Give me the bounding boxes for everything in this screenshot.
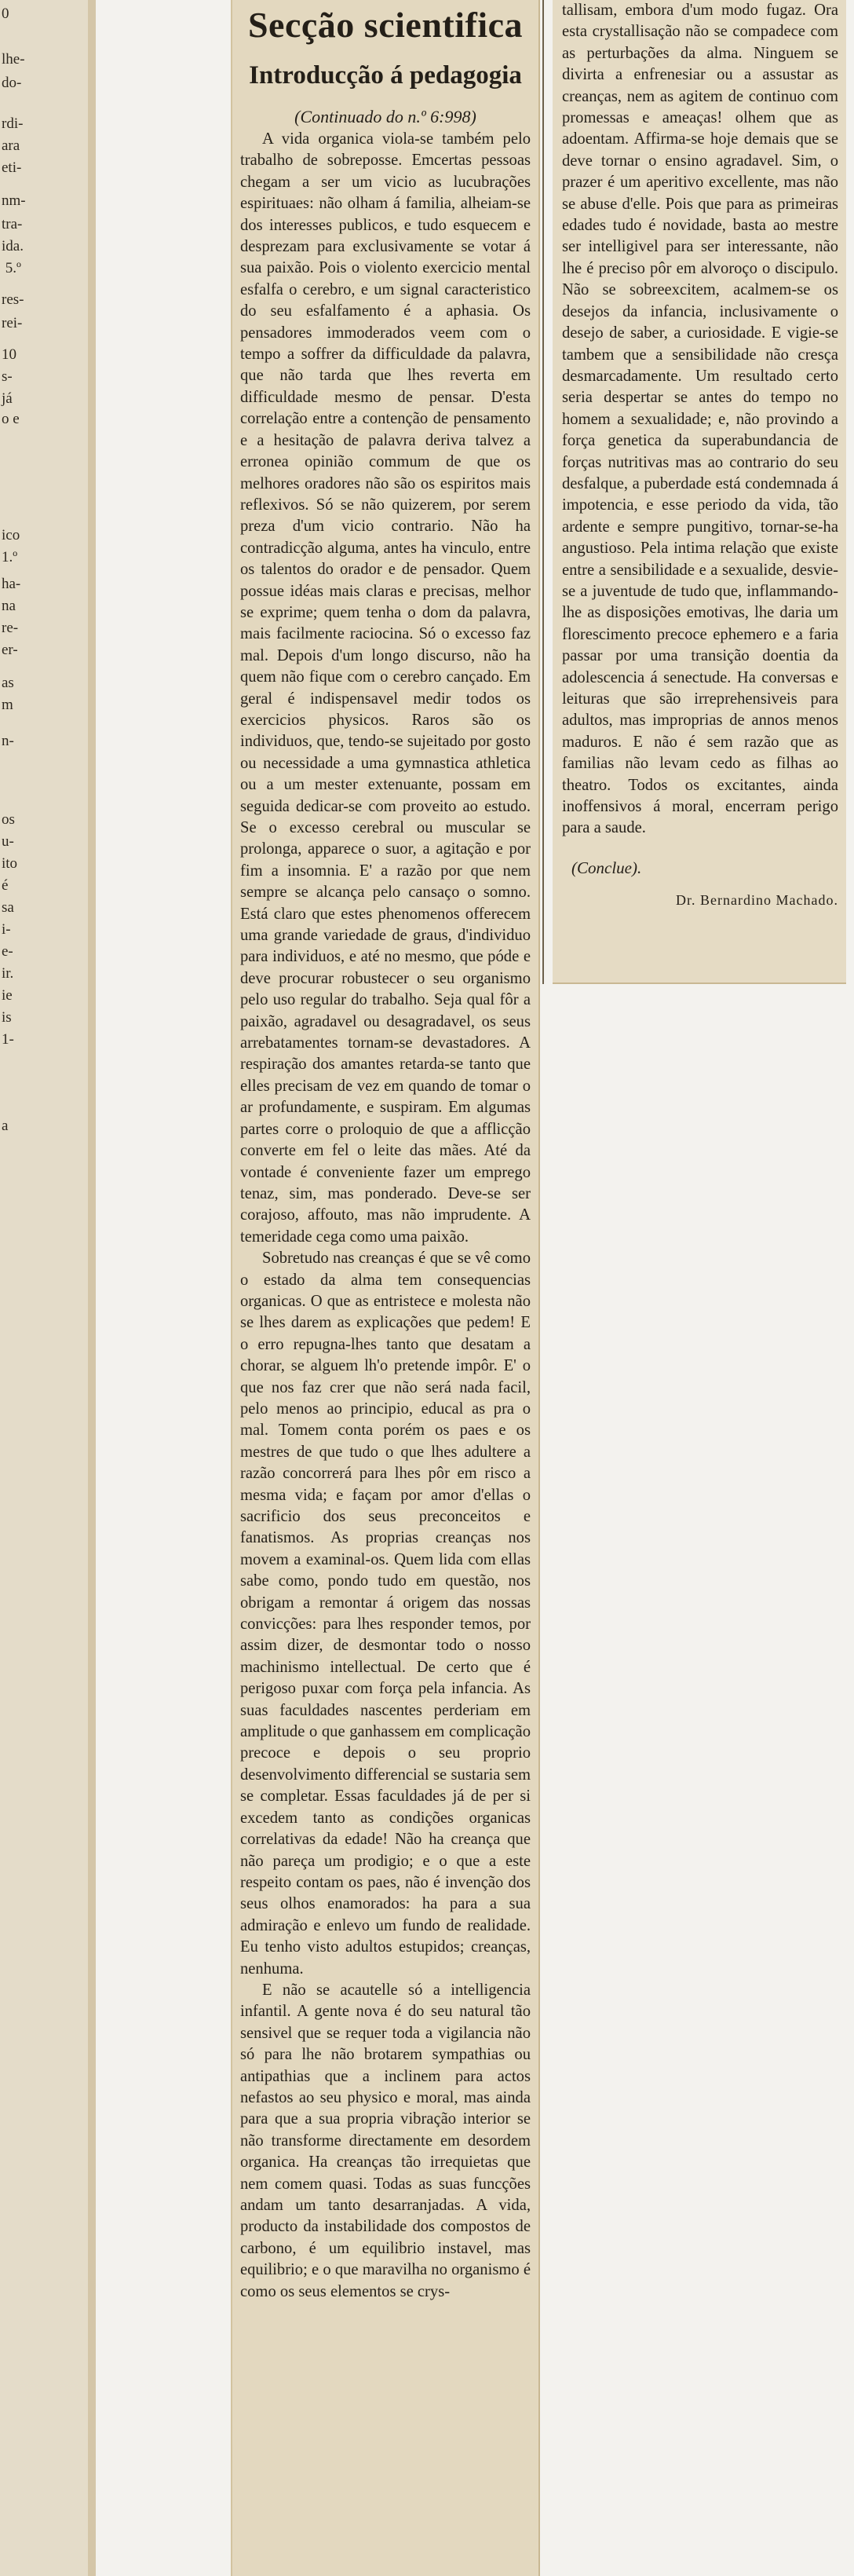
- fragment-text: ara: [2, 137, 20, 154]
- fragment-text: s-: [2, 368, 13, 385]
- fragment-text: 1.º: [2, 549, 18, 565]
- fragment-text: 0: [2, 5, 9, 22]
- fragment-text: é: [2, 877, 9, 894]
- section-title: Secção scientifica: [247, 5, 524, 45]
- fragment-text: n-: [2, 733, 14, 749]
- paragraph: Sobretudo nas creanças é que se vê como o estado da alma tem consequencias organicas. O que as entristece e molesta não se lhes darem as explicações que pedem! E o erro repugna-lhes tanto que desatam a chorar, se alguem lh'o pretende impôr. E' o que nos faz crer que não será nada facil, pelo menos ao principio, educal as pra o mal. Tomem conta porém os paes e os mestres de que tudo o que lhes adultere a razão concorrerá para lhes pôr em risco a mesma vida; e façam por amor d'ellas o sacrificio dos seus preconceitos e fanatismos. As proprias creanças nos movem a examinal-os. Quem lida com ellas sabe como, pondo tudo em questão, nos obrigam a remontar á origem das nossas convicções: para lhes responder temos, por assim dizer, de desmontar todo o nosso machinismo intellectual. De certo que é perigoso puxar com força pela infancia. As suas faculdades nascentes perderiam em amplitude o que ganhassem em complicação precoce e depois o seu proprio desenvolvimento differencial se sustaria sem se completar. Essas faculdades já de per si excedem tanto as condições organicas correlativas da edade! Não ha creança que não pareça um prodigio; e o que a este respeito contam os paes, não é invenção dos seus olhos enamorados: ha para a sua admiração e enlevo um fundo de realidade. Eu tenho visto adultos estupidos; creanças, nenhuma.: [240, 1250, 531, 1978]
- fragment-text: ida.: [2, 238, 24, 254]
- fragment-text: sa: [2, 899, 14, 916]
- continued-note: (Continuado do n.º 6:998): [294, 107, 476, 126]
- fragment-text: 5.º: [2, 260, 21, 276]
- fragment-text: 1-: [2, 1031, 14, 1048]
- fragment-text: tra-: [2, 216, 23, 232]
- fragment-text: ie: [2, 987, 13, 1004]
- fragment-text: ico: [2, 527, 20, 543]
- fragment-text: lhe-: [2, 51, 25, 68]
- column-rule: [542, 0, 544, 984]
- fragment-text: rei-: [2, 315, 23, 331]
- fragment-text: ir.: [2, 965, 14, 982]
- fragment-text: o e: [2, 411, 20, 427]
- fragment-text: ha-: [2, 576, 21, 592]
- column-gutter: [88, 0, 96, 2576]
- fragment-text: nm-: [2, 192, 26, 209]
- fragment-text: rdi-: [2, 115, 24, 132]
- fragment-text: is: [2, 1009, 12, 1026]
- fragment-text: i-: [2, 921, 11, 938]
- article-title: Introducção á pedagogia: [249, 61, 522, 90]
- fragment-text: a: [2, 1118, 9, 1134]
- fragment-text: m: [2, 697, 13, 713]
- fragment-text: 10: [2, 346, 16, 363]
- fragment-text: u-: [2, 833, 14, 850]
- author-signature: Dr. Bernardino Machado.: [676, 891, 838, 908]
- paragraph: E não se acautelle só a intelligencia infantil. A gente nova é do seu natural tão sensivel que se requer toda a vigilancia não só para lhe não brotarem sympathias ou antipathias que a inclinem para actos nefastos ao seu physico e moral, mas ainda para que a sua propria vibração interior se não transforme directamente em desordem organica. Ha creanças tão irrequietas que nem comem quasi. Todas as suas funcções andam um tanto desarranjadas. A vida, producto da instabilidade dos compostos de carbono, é um equilibrio instavel, mas equilibrio; e o que maravilha no organismo é como os seus elementos se crys-: [240, 1981, 531, 2300]
- adjacent-column-fragment: [0, 0, 88, 2576]
- fragment-text: res-: [2, 291, 24, 308]
- fragment-text: er-: [2, 642, 18, 658]
- article-right-column: [562, 0, 838, 910]
- article-left-column: [240, 0, 531, 2303]
- fragment-text: já: [2, 390, 13, 407]
- fragment-text: as: [2, 675, 14, 691]
- fragment-text: na: [2, 598, 16, 614]
- fragment-text: e-: [2, 943, 13, 960]
- fragment-text: os: [2, 811, 15, 828]
- fragment-text: eti-: [2, 159, 22, 176]
- fragment-text: re-: [2, 620, 19, 636]
- paragraph: tallisam, embora d'um modo fugaz. Ora esta crystallisação não se compadece com as perturbações da alma. Ninguem se divirta a enfrenesiar ou a assustar as creanças, nem as agitem de continuo com promessas e ameaças! olhem que as adoentam. Affirma-se hoje demais que se deve tornar o ensino agradavel. Sim, o prazer é um aperitivo excellente, mas não se abuse d'elle. Pois que para as primeiras edades tudo é novidade, basta ao mestre ser intelligivel para ser interessante, não lhe é preciso pôr em alvoroço o discipulo. Não se sobreexcitem, acalmem-se os desejos da infancia, inclusivamente o desejo de saber, a curiosidade. E vigie-se tambem que a sensibilidade não cresça desmarcadamente. Um resultado certo seria despertar se antes do tempo no homem a sexualidade; e, não provindo a força genetica da superabundancia de forças nutritivas mas ao contrario do seu desfalque, a puberdade está condemnada á impotencia, e esse periodo da vida, tão ardente e sempre pungitivo, tornar-se-ha angustioso. Pela intima relação que existe entre a sensibilidade e a sexualide, desvie-se a juventude de tudo que, inflammando-lhe as disposições emotivas, lhe daria um florescimento precoce ephemero e a faria passar por uma transição doentia da adolescencia á senectude. Ha conversas e leituras que são irreprehensiveis para adultos, mas improprias de annos menos maduros. E não é sem razão que as familias não levam cedo as filhas ao theatro. Todos os excitantes, ainda inoffensivos á moral, encerram perigo para a saude.: [562, 2, 838, 837]
- fragment-text: do-: [2, 75, 22, 91]
- fragment-text: ito: [2, 855, 18, 872]
- conclusion-note: (Conclue).: [571, 858, 642, 877]
- paragraph: A vida organica viola-se também pelo trabalho de sobreposse. Emcertas pessoas chegam a ser um vicio as lucubrações espirituaes: não olham á familia, alheiam-se dos interesses publicos, e tudo esquecem e desprezam para exclusivamente se votar á sua paixão. Pois o violento exercicio mental esfalfa o cerebro, e um signal caracteristico do seu esfalfamento é a aphasia. Os pensadores immoderados veem com o tempo a soffrer da difficuldade da palavra, que não tarda que lhes reverta em difficuldade mesmo de pensar. D'esta correlação entre a contenção de pensamento e a hesitação de palavra deriva talvez a erronea opinião commum de que os melhores oradores não são os espiritos mais reflexivos. Só se não quizerem, por serem preza d'um vicio contrario. Não ha contradicção alguma, antes ha vinculo, entre os talentos do orador e de pensador. Quem possue idéas mais claras e precisas, melhor se exprime; quem tenha o dom da palavra, mais facilmente raciocina. Só o excesso faz mal. Depois d'um longo discurso, não ha quem não fique com o cerebro cançado. Em geral é indispensavel medir todos os exercicios physicos. Raros são os individuos, que, tendo-se sujeitado por gosto ou necessidade a uma gymnastica athletica ou a um mester extenuante, possam em seguida dedicar-se com proveito ao estudo. Se o excesso cerebral ou muscular se prolonga, apparece o suor, a agitação e por fim a insomnia. E' a razão por que nem sempre se alcança pelo cansaço o somno. Está claro que estes phenomenos offerecem uma grande variedade de graus, d'individuo para individuos, e até no mesmo, que póde e deve procurar robustecer o seu organismo pelo uso regular do trabalho. Seja qual fôr a paixão, agradavel ou desagradavel, os seus arrebatamentes tornam-se devastadores. A respiração dos amantes retarda-se tanto que elles precisam de vez em quando de tomar o ar profundamente, e suspiram. Em algumas partes corre o proloquio de que a afflicção converte em fel o leite das mães. Até da vontade é conveniente fazer um emprego tenaz, sim, mas ponderado. Deve-se ser corajoso, affouto, mas não imprudente. A temeridade cega como uma paixão.: [240, 130, 531, 1246]
